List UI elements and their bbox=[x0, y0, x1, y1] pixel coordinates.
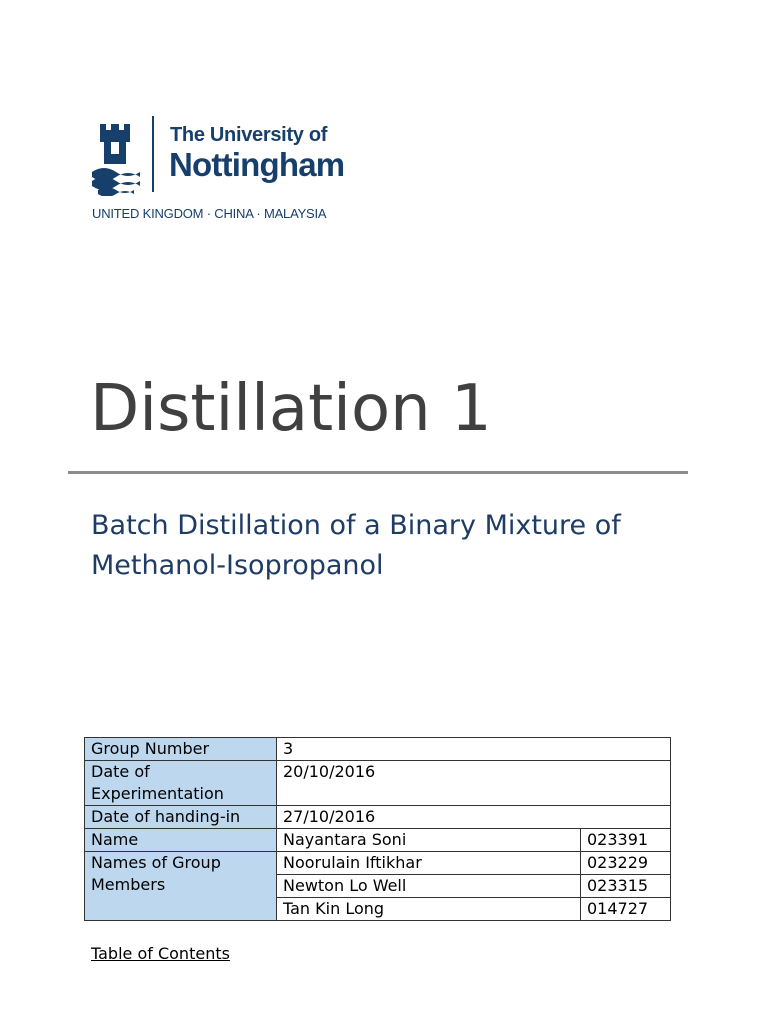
table-row bbox=[85, 738, 671, 761]
group-number-value: 3 bbox=[277, 738, 671, 761]
person-id: 014727 bbox=[581, 898, 671, 921]
group-info-table bbox=[84, 737, 671, 921]
table-row bbox=[85, 806, 671, 829]
name-label: Name bbox=[85, 829, 277, 852]
group-members-label: Names of Group Members bbox=[85, 852, 277, 921]
table-row bbox=[85, 852, 671, 875]
person-id: 023391 bbox=[581, 829, 671, 852]
person-name: Noorulain Iftikhar bbox=[277, 852, 581, 875]
document-title: Distillation 1 bbox=[90, 372, 492, 446]
person-id: 023315 bbox=[581, 875, 671, 898]
logo-campuses: UNITED KINGDOM · CHINA · MALAYSIA bbox=[92, 206, 327, 221]
title-divider bbox=[68, 471, 688, 474]
table-row bbox=[85, 761, 671, 806]
university-logo bbox=[90, 114, 345, 226]
castle-crest-icon bbox=[90, 120, 140, 196]
date-experimentation-value: 20/10/2016 bbox=[277, 761, 671, 806]
person-name: Tan Kin Long bbox=[277, 898, 581, 921]
logo-text-line2: Nottingham bbox=[169, 146, 345, 183]
table-row bbox=[85, 829, 671, 852]
person-name: Newton Lo Well bbox=[277, 875, 581, 898]
logo-divider bbox=[152, 116, 154, 192]
date-handing-in-label: Date of handing-in bbox=[85, 806, 277, 829]
person-name: Nayantara Soni bbox=[277, 829, 581, 852]
group-number-label: Group Number bbox=[85, 738, 277, 761]
date-handing-in-value: 27/10/2016 bbox=[277, 806, 671, 829]
logo-text-line1: The University of bbox=[170, 124, 328, 146]
date-experimentation-label: Date of Experimentation bbox=[85, 761, 277, 806]
table-of-contents-heading: Table of Contents bbox=[91, 944, 230, 963]
person-id: 023229 bbox=[581, 852, 671, 875]
document-subtitle: Batch Distillation of a Binary Mixture of Methanol-Isopropanol bbox=[91, 510, 621, 581]
